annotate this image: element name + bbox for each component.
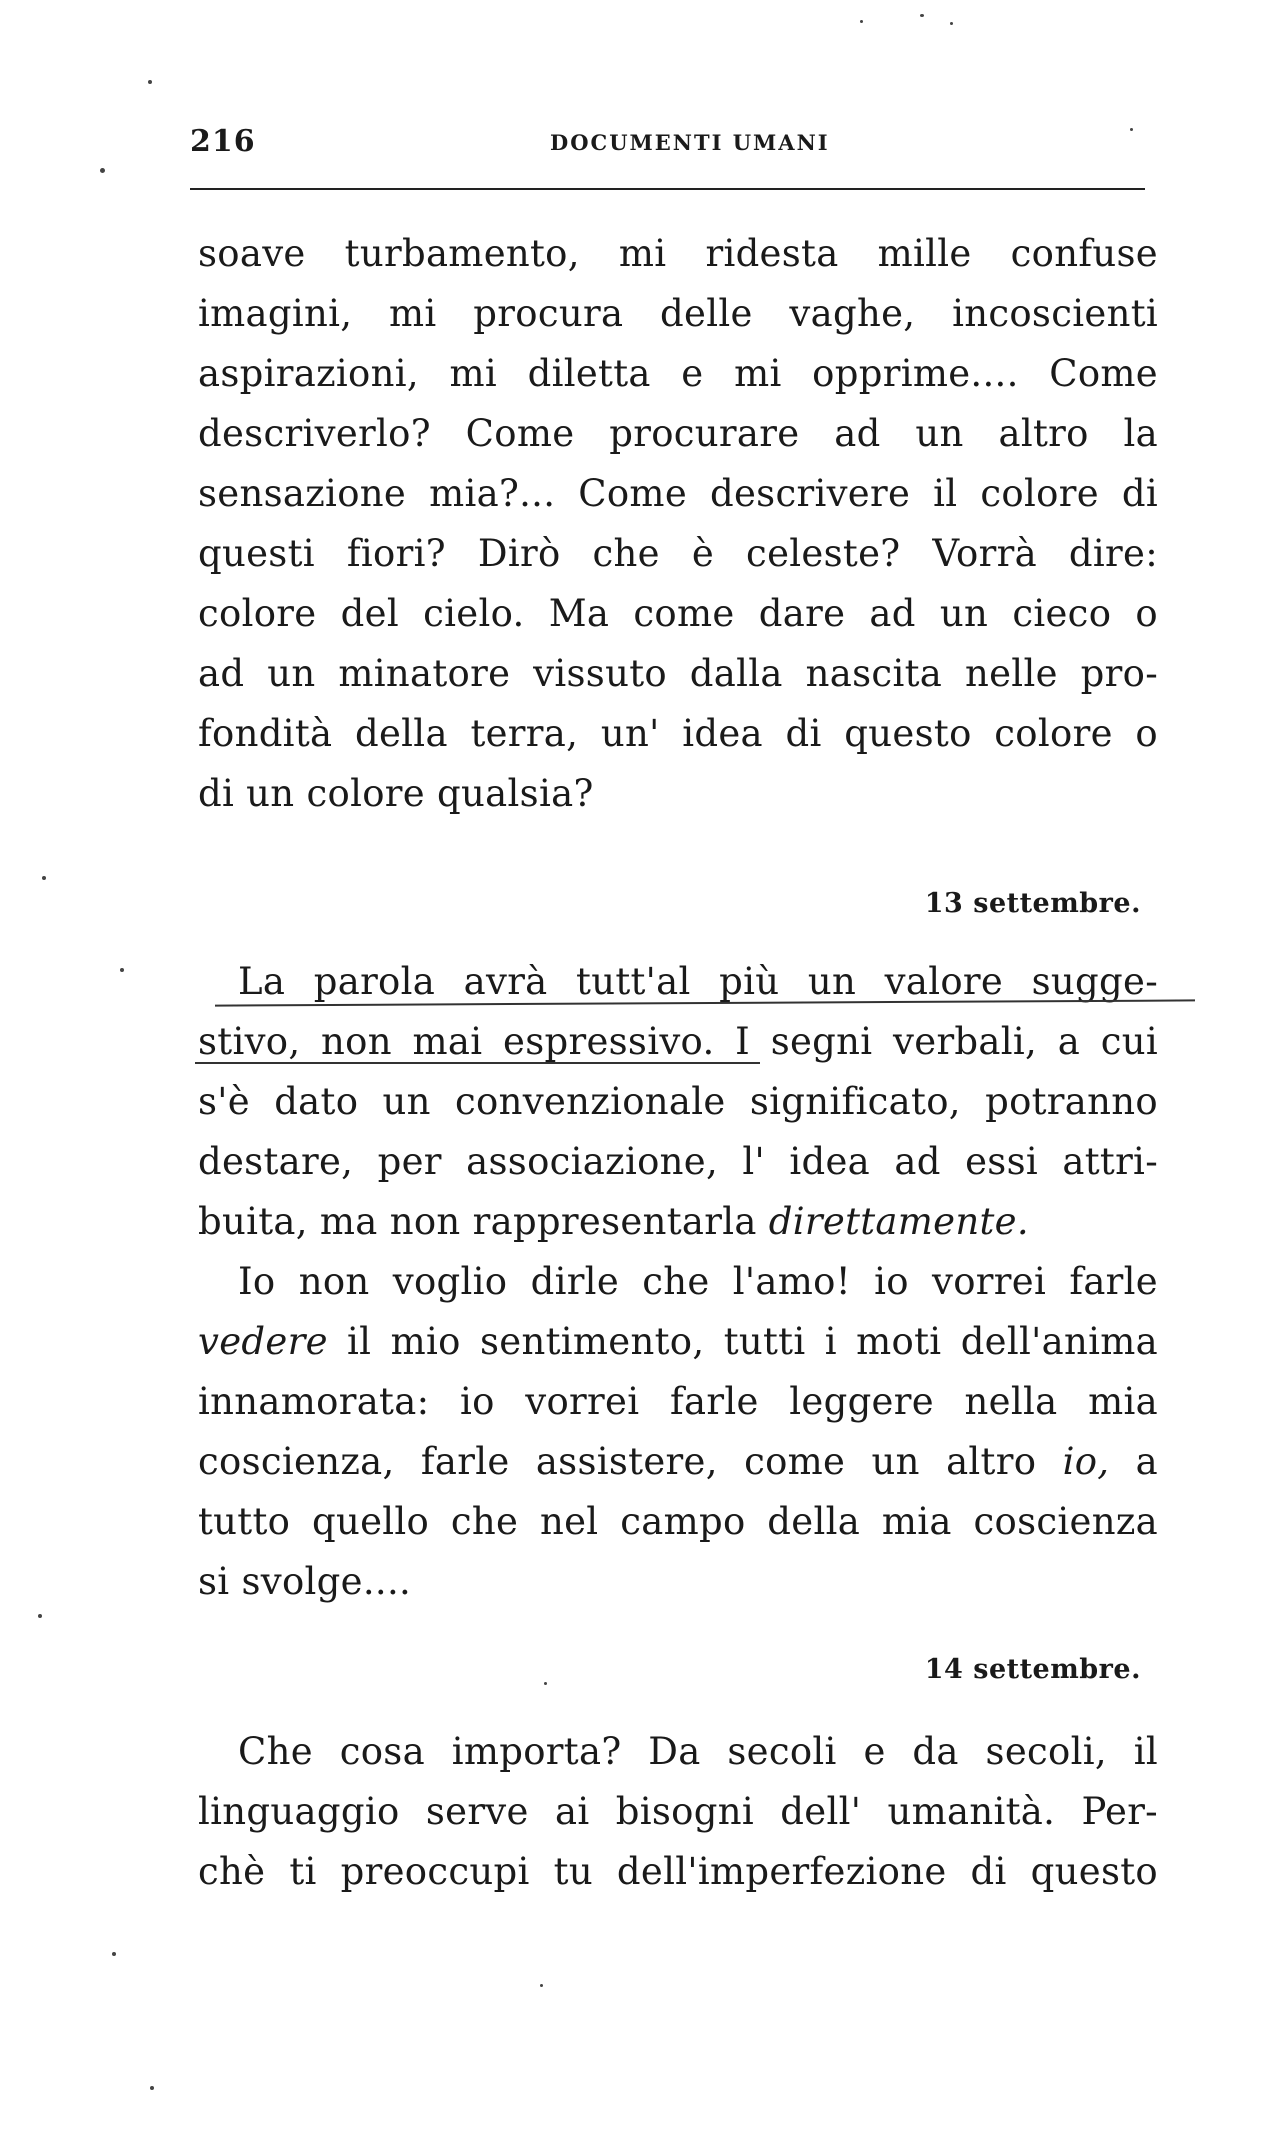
- italic-run: vedere: [198, 1320, 328, 1363]
- scan-speck: [148, 80, 152, 84]
- text-line: fondità della terra, un' idea di questo colore o: [198, 712, 1158, 755]
- text-line: [198, 1192, 1158, 1252]
- text-line: di un colore qualsia?: [198, 772, 594, 815]
- text-line: La parola avrà tutt'al più un valore sugge-: [238, 960, 1158, 1003]
- pencil-underline: [195, 1062, 760, 1064]
- scan-speck: [38, 1614, 42, 1618]
- text-run: il mio sentimento, tutti i moti dell'anima: [327, 1320, 1158, 1363]
- text-line: si svolge....: [198, 1560, 412, 1603]
- text-line: soave turbamento, mi ridesta mille confuse: [198, 232, 1158, 275]
- scan-speck: [150, 2086, 154, 2090]
- text-line: descriverlo? Come procurare ad un altro la: [198, 412, 1158, 455]
- scan-speck: [920, 14, 924, 17]
- entry-paragraph: [198, 952, 1158, 1612]
- text-line: innamorata: io vorrei farle leggere nella mia: [198, 1380, 1158, 1423]
- scan-speck: [540, 1984, 543, 1987]
- text-line: imagini, mi procura delle vaghe, incoscienti: [198, 292, 1158, 335]
- page-number: 216: [190, 124, 256, 159]
- italic-run: direttamente.: [768, 1200, 1029, 1243]
- scan-speck: [860, 20, 863, 23]
- scan-speck: [42, 876, 46, 880]
- text-line: Io non voglio dirle che l'amo! io vorrei farle: [238, 1260, 1158, 1303]
- entry-date: 13 settembre.: [924, 888, 1141, 919]
- scan-speck: [1130, 128, 1133, 131]
- page-header: [190, 124, 1145, 174]
- scan-speck: [544, 1682, 547, 1685]
- text-line: linguaggio serve ai bisogni dell' umanità. Per-: [198, 1790, 1158, 1833]
- text-line: [198, 1312, 1158, 1372]
- text-line: [198, 1432, 1158, 1492]
- scan-speck: [950, 22, 953, 25]
- header-rule: [190, 188, 1145, 190]
- entry-date: 14 settembre.: [924, 1654, 1141, 1685]
- scan-speck: [120, 968, 124, 972]
- entry-paragraph: [198, 1722, 1158, 1902]
- italic-run: io,: [1062, 1440, 1110, 1483]
- text-line: aspirazioni, mi diletta e mi opprime.... Come: [198, 352, 1158, 395]
- text-line: questi fiori? Dirò che è celeste? Vorrà dire:: [198, 532, 1158, 575]
- text-line: tutto quello che nel campo della mia coscienza: [198, 1500, 1158, 1543]
- text-run: buita, ma non rappresentarla: [198, 1200, 769, 1243]
- text-line: Che cosa importa? Da secoli e da secoli, il: [238, 1730, 1158, 1773]
- text-line: sensazione mia?... Come descrivere il colore di: [198, 472, 1158, 515]
- text-line: ad un minatore vissuto dalla nascita nelle pro-: [198, 652, 1158, 695]
- running-title: DOCUMENTI UMANI: [550, 130, 830, 155]
- text-line: chè ti preoccupi tu dell'imperfezione di questo: [198, 1850, 1158, 1893]
- text-line: destare, per associazione, l' idea ad essi attri-: [198, 1140, 1158, 1183]
- text-run: coscienza, farle assistere, come un altro: [198, 1440, 1063, 1483]
- paragraph-continuation: [198, 224, 1158, 824]
- text-line: colore del cielo. Ma come dare ad un cieco o: [198, 592, 1158, 635]
- text-run: a: [1109, 1440, 1159, 1483]
- scan-speck: [100, 168, 105, 173]
- scan-speck: [112, 1952, 116, 1956]
- text-line: stivo, non mai espressivo. I segni verbali, a cui: [198, 1020, 1158, 1063]
- text-line: s'è dato un convenzionale significato, potranno: [198, 1080, 1158, 1123]
